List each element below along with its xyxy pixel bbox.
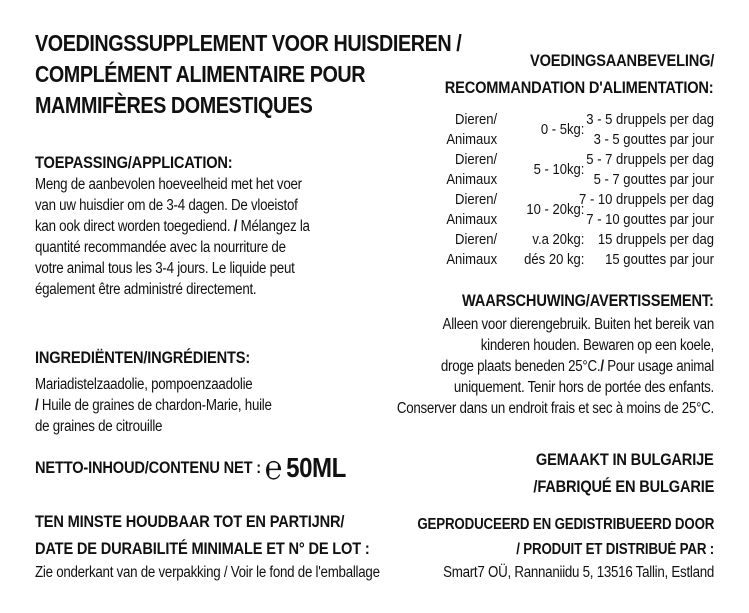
application-heading: TOEPASSING/APPLICATION: [35,153,233,172]
application-line [35,216,353,237]
language-separator: / [35,397,39,414]
animal-label [418,190,497,230]
application-line: van uw huisdier om de 3-4 dagen. De vloeistof [35,197,298,214]
title-line-2: COMPLÉMENT ALIMENTAIRE POUR [35,61,366,87]
dose [561,110,714,150]
feeding-row [418,190,714,230]
ingredients-text [35,374,336,437]
warning-line: Alleen voor dierengebruik. Buiten het bereik van [442,316,714,333]
language-separator: / [233,218,238,235]
language-separator: / [600,358,604,375]
dose-nl: 7 - 10 druppels per dag [579,192,714,208]
ingredients-line-fr [35,395,336,416]
warning-heading: WAARSCHUWING/AVERTISSEMENT: [462,291,714,310]
best-before-heading-nl: TEN MINSTE HOUDBAAR TOT EN PARTIJNR/ [35,512,345,531]
application-line: Meng de aanbevolen hoeveelheid met het voer [35,176,302,193]
application-line-fr: Mélangez la [240,218,310,235]
warning-text [353,314,714,419]
ingredients-line-fr-2: de graines de citrouille [35,418,163,435]
net-content-label: NETTO-INHOUD/CONTENU NET : [35,458,261,477]
warning-line-fr: Pour usage animal [607,358,714,375]
dose-nl: 5 - 7 druppels per dag [586,152,714,168]
weight-range: 5 - 10kg: [533,162,585,178]
warning-line: kinderen houden. Bewaren op een koele, [480,337,714,354]
ingredients-line-fr-text: Huile de graines de chardon-Marie, huile [41,397,272,414]
application-line: quantité recommandée avec la nourriture de [35,239,286,256]
warning-line [353,356,714,377]
producer-address: Smart7 OÜ, Rannaniidu 5, 13516 Tallin, Estland [443,564,714,581]
dose-fr: 3 - 5 gouttes par jour [593,132,714,148]
feeding-table [418,110,714,280]
best-before-heading-fr: DATE DE DURABILITÉ MINIMALE ET N° DE LOT : [35,539,370,558]
estimated-sign-icon: ℮ [264,448,283,488]
feeding-row [418,230,714,270]
dose-fr: 5 - 7 gouttes par jour [593,172,714,188]
animal-label-nl: Dieren/ [455,232,498,248]
net-volume: 50ML [286,452,346,483]
application-line: votre animal tous les 3-4 jours. Le liquide peut [35,260,295,277]
ingredients-heading: INGREDIËNTEN/INGRÉDIENTS: [35,348,251,367]
weight-range-fr: dés 20 kg: [524,252,585,268]
net-content [35,448,346,488]
animal-label-fr: Animaux [446,212,498,228]
title-line-1: VOEDINGSSUPPLEMENT VOOR HUISDIEREN / [35,30,462,56]
feeding-heading-fr: RECOMMANDATION D'ALIMENTATION: [445,78,714,97]
animal-label [418,110,497,150]
weight-range: 0 - 5kg: [540,122,585,138]
origin-nl: GEMAAKT IN BULGARIJE [536,450,714,469]
warning-line: Conserver dans un endroit frais et sec à moins de 25°C. [396,400,714,417]
weight-range: 10 - 20kg: [526,202,585,218]
dose [561,150,714,190]
dose [561,230,714,270]
dose-fr: 7 - 10 gouttes par jour [586,212,714,228]
dose-nl: 3 - 5 druppels per dag [586,112,714,128]
weight-range-nl: v.a 20kg: [532,232,585,248]
feeding-row [418,150,714,190]
warning-line-nl: droge plaats beneden 25°C. [440,358,601,375]
title-line-3: MAMMIFÈRES DOMESTIQUES [35,92,313,118]
product-title [35,28,462,121]
animal-label [418,150,497,190]
ingredients-line-nl: Mariadistelzaadolie, pompoenzaadolie [35,376,253,393]
animal-label-fr: Animaux [446,252,498,268]
feeding-heading-nl: VOEDINGSAANBEVELING/ [529,51,714,70]
best-before-text: Zie onderkant van de verpakking / Voir le fond de l'emballage [35,564,380,581]
animal-label-nl: Dieren/ [455,112,498,128]
dose-nl: 15 druppels per dag [597,232,714,248]
animal-label-nl: Dieren/ [455,152,498,168]
animal-label [418,230,497,270]
application-line: également être administré directement. [35,281,257,298]
animal-label-fr: Animaux [446,172,498,188]
origin-fr: /FABRIQUÉ EN BULGARIE [533,477,714,496]
producer-heading-nl: GEPRODUCEERD EN GEDISTRIBUEERD DOOR [417,516,714,533]
application-line-nl: kan ook direct worden toegediend. [35,218,231,235]
animal-label-nl: Dieren/ [455,192,498,208]
animal-label-fr: Animaux [446,132,498,148]
warning-line: uniquement. Tenir hors de portée des enfants. [453,379,714,396]
dose [561,190,714,230]
application-text [35,174,353,300]
feeding-row [418,110,714,150]
producer-heading-fr: / PRODUIT ET DISTRIBUÉ PAR : [516,541,714,558]
dose-fr: 15 gouttes par jour [605,252,714,268]
